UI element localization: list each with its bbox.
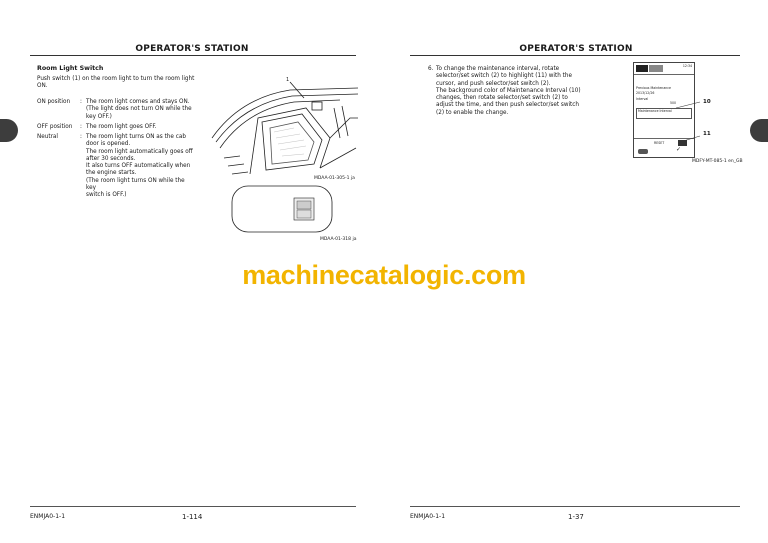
left-page: OPERATOR'S STATION Room Light Switch Push switch (1) on the room light to turn the room light ON. ON position : The room light comes and stays ON. (The light does not turn ON while the key OFF.) OFF position : The room light goes OFF. Neutral : The room light turns ON as the cab door is opened. The room light automatically goes off after 30 seconds. It also turns OFF automatically when the engine starts. (The room light turns ON while the key switch is OFF.) 1 MDAA-01-305-1 ja MDAA-01-318 ja ENMJA0-1-1 1-114 (0, 0, 384, 543)
screen-value-interval: 500 (670, 101, 677, 105)
step-number: 6. (428, 66, 434, 72)
figure-1-caption: MDAA-01-305-1 ja (314, 176, 355, 181)
screen-value-previous: 2013/12/26 (636, 91, 655, 95)
footer-code: ENMJA0-1-1 (30, 513, 66, 520)
row-text-on: The room light comes and stays ON. (The light does not turn ON while the key OFF.) (86, 99, 192, 120)
chapter-tab (750, 119, 768, 142)
cab-interior-illustration (210, 78, 360, 178)
back-icon[interactable] (638, 149, 648, 154)
row-label-off: OFF position (37, 124, 73, 130)
step-text: To change the maintenance interval, rotate selector/set switch (2) to highlight (11) with the cursor, and push selector/set switch (2). The background color of Maintenance Interval (10) changes, then rotate selector/set switch (2) to adjust the time, and then push selector/set switch (2) to enable the change. (436, 66, 581, 116)
row-text-neutral: The room light turns ON as the cab door is opened. The room light automatically goes off after 30 seconds. It also turns OFF automatically when the engine starts. (The room light turns ON while the key switch is OFF.) (86, 134, 193, 199)
screen-time: 12:34 (682, 64, 692, 68)
page-number: 1-37 (568, 513, 584, 521)
header-rule (30, 55, 356, 56)
screen-caption: MDFY-MT-085-1 en_GB (692, 159, 743, 164)
screen-icon (649, 65, 663, 72)
screen-icon (636, 65, 648, 72)
maintenance-interval-field[interactable]: Maintenance Interval (636, 108, 692, 119)
figure-callout-1: 1 (286, 77, 290, 83)
row-label-on: ON position (37, 99, 71, 105)
screen-reset-button[interactable]: RESET (654, 141, 665, 145)
callout-lines (674, 98, 702, 146)
intro-text: Push switch (1) on the room light to turn the room light ON. (37, 76, 195, 90)
figure-2-caption: MDAA-01-318 ja (320, 237, 357, 242)
footer-rule (30, 506, 356, 507)
callout-11: 11 (703, 131, 711, 137)
section-title: Room Light Switch (37, 65, 104, 72)
callout-10: 10 (703, 99, 711, 105)
page-header: OPERATOR'S STATION (135, 44, 249, 54)
footer-rule (410, 506, 740, 507)
header-rule (410, 55, 740, 56)
room-light-illustration (230, 184, 334, 234)
footer-code: ENMJA0-1-1 (410, 513, 446, 520)
page-number: 1-114 (182, 513, 203, 521)
row-text-off: The room light goes OFF. (86, 124, 157, 130)
row-label-neutral: Neutral (37, 134, 58, 140)
screen-label-interval: Interval (636, 97, 649, 101)
check-icon[interactable]: ✓ (676, 146, 682, 153)
screen-label-previous: Previous Maintenance (636, 86, 672, 90)
page-header: OPERATOR'S STATION (519, 44, 633, 54)
watermark: machinecatalogic.com (242, 260, 526, 290)
chapter-tab (0, 119, 18, 142)
